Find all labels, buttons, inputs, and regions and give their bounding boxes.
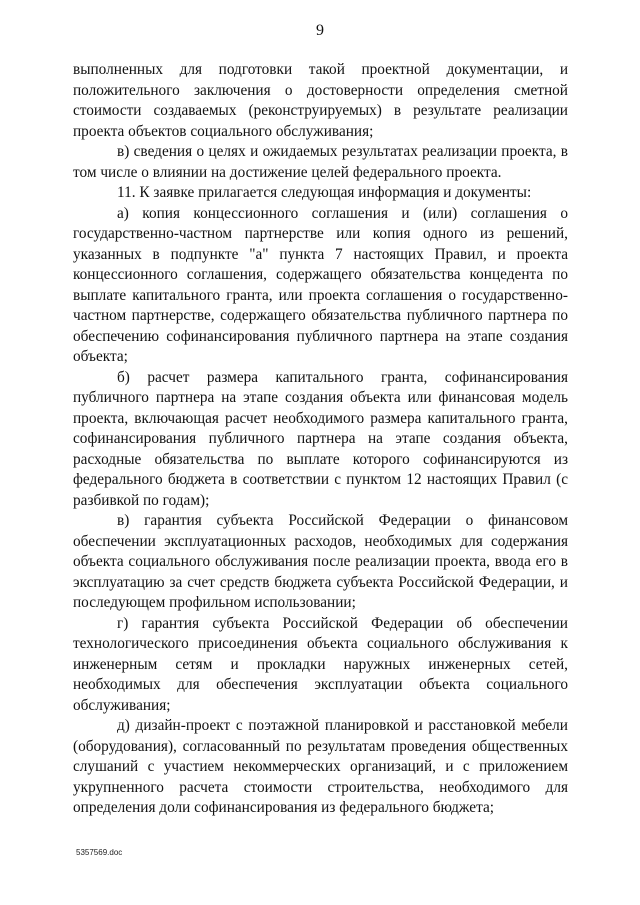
paragraph-item-v-guarantee: в) гарантия субъекта Российской Федерации о финансовом обеспечении эксплуатационных расходов, необходимых для содержания объекта социального обслуживания после реализации проекта, ввода его в эксплуатацию за счет средств бюджета субъекта Российской Федерации, и последующем профильном использовании;: [73, 512, 568, 611]
paragraph-continuation: выполненных для подготовки такой проектной документации, и положительного заключения о достоверности определения сметной стоимости создаваемых (реконструируемых) в результате реализации проекта объектов социального обслуживания;: [73, 61, 568, 140]
page-number: 9: [316, 22, 324, 39]
paragraph-item-d: д) дизайн-проект с поэтажной планировкой и расстановкой мебели (оборудования), согласованный по результатам проведения общественных слушаний с участием некоммерческих организаций, и с приложением укрупненного расчета стоимости строительства, необходимого для определения доли софинансирования из федерального бюджета;: [73, 717, 568, 816]
paragraph-item-v: в) сведения о целях и ожидаемых результатах реализации проекта, в том числе о влиянии на достижение целей федерального проекта.: [73, 143, 568, 181]
footer-file-code: 5357569.doc: [76, 848, 123, 857]
paragraph-item-g: г) гарантия субъекта Российской Федерации об обеспечении технологического присоединения объекта социального обслуживания к инженерным сетям и прокладки наружных инженерных сетей, необходимых для обеспечения эксплуатации объекта социального обслуживания;: [73, 614, 568, 714]
paragraph-clause-11: 11. К заявке прилагается следующая информация и документы:: [117, 184, 532, 201]
paragraph-item-b: б) расчет размера капитального гранта, софинансирования публичного партнера на этапе создания объекта или финансовая модель проекта, включающая расчет необходимого размера капитального гранта, софинансирования публичного партнера на этапе создания объекта, расходные обязательства по выплате которого софинансируются из федерального бюджета в соответствии с пунктом 12 настоящих Правил (с разбивкой по годам);: [73, 368, 568, 509]
paragraph-item-a: а) копия концессионного соглашения и (или) соглашения о государственно-частном партнерстве или копия одного из решений, указанных в подпункте "а" пункта 7 настоящих Правил, и проекта концессионного соглашения, содержащего обязательства концедента по выплате капитального гранта, или проекта соглашения о государственно-частном партнерстве, содержащего обязательства публичного партнера по обеспечению софинансирования публичного партнера на этапе создания объекта;: [73, 204, 568, 365]
document-body: [73, 60, 568, 819]
